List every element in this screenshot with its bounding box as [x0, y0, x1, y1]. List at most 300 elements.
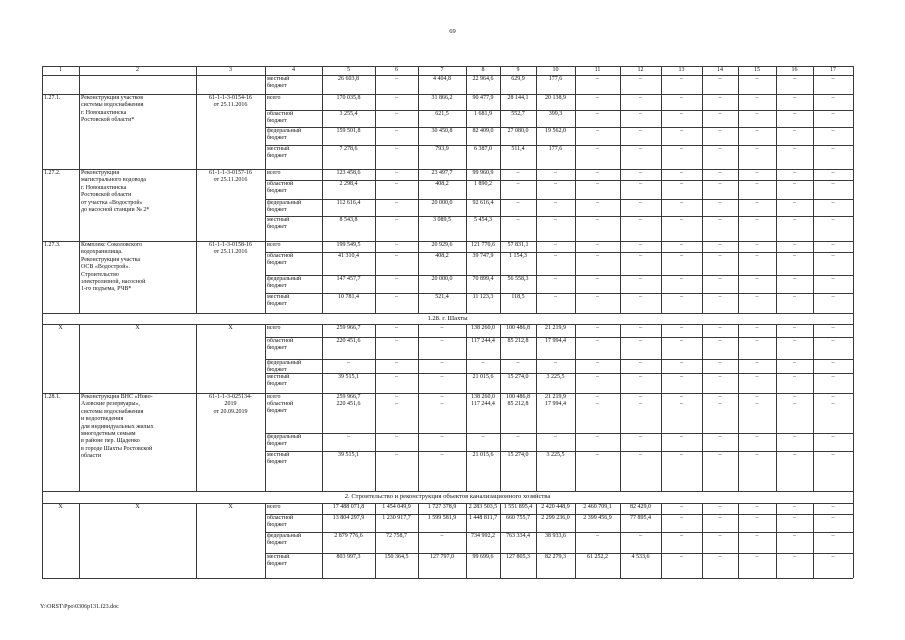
- amount-cell: –: [680, 553, 683, 560]
- amount-cell: –: [596, 324, 599, 331]
- column-rule: [322, 393, 323, 491]
- amount-cell: 21 219,9 17 994,4: [545, 393, 566, 407]
- amount-cell: 763 334,4: [506, 532, 530, 539]
- amount-cell: –: [831, 503, 835, 510]
- amount-cell: 17 488 071,8: [332, 503, 365, 510]
- amount-cell: –: [639, 94, 642, 101]
- amount-cell: 27 080,0: [507, 127, 529, 134]
- amount-cell: –: [680, 503, 683, 510]
- column-rule: [79, 241, 80, 313]
- funding-source: местный бюджет: [267, 451, 290, 465]
- amount-cell: –: [755, 359, 759, 366]
- amount-cell: 15 274,0: [507, 451, 529, 458]
- amount-cell: –: [831, 324, 835, 331]
- column-rule: [738, 75, 739, 94]
- amount-cell: –: [718, 241, 722, 248]
- amount-cell: 20 138,9: [545, 94, 566, 101]
- amount-cell: –: [793, 241, 796, 248]
- amount-cell: 90 477,9: [472, 94, 494, 101]
- amount-cell: 1 230 917,7: [382, 514, 411, 521]
- funding-source: всего: [267, 169, 281, 176]
- amount-cell: –: [596, 373, 599, 380]
- amount-cell: 147 457,7: [336, 275, 361, 282]
- amount-cell: –: [718, 94, 722, 101]
- amount-cell: –: [831, 275, 835, 282]
- column-rule: [375, 393, 376, 491]
- funding-source: федеральный бюджет: [267, 433, 302, 447]
- amount-cell: –: [680, 241, 683, 248]
- amount-cell: –: [718, 199, 722, 206]
- amount-cell: 259 966,7 220 451,6: [336, 393, 361, 407]
- amount-cell: –: [440, 451, 444, 458]
- column-rule: [500, 66, 501, 75]
- item-number: 1.27.2.: [44, 170, 61, 176]
- amount-cell: –: [831, 216, 835, 223]
- column-rule: [853, 66, 854, 75]
- amount-cell: 112 616,4: [336, 199, 361, 206]
- amount-cell: –: [680, 180, 683, 187]
- funding-source: областной бюджет: [267, 337, 294, 351]
- amount-cell: 2 420 448,9: [541, 503, 570, 510]
- amount-cell: –: [680, 275, 683, 282]
- column-header: 4: [292, 67, 295, 73]
- amount-cell: 3 089,5: [433, 216, 451, 223]
- amount-cell: –: [718, 451, 722, 458]
- object-name: Х: [135, 325, 140, 331]
- amount-cell: –: [831, 241, 835, 248]
- amount-cell: –: [395, 180, 398, 187]
- column-rule: [853, 75, 854, 94]
- amount-cell: –: [596, 145, 599, 152]
- amount-cell: –: [395, 451, 398, 458]
- column-rule: [853, 94, 854, 169]
- amount-cell: –: [639, 75, 642, 82]
- amount-cell: –: [680, 293, 683, 300]
- amount-cell: –: [554, 216, 557, 223]
- amount-cell: –: [395, 275, 398, 282]
- amount-cell: –: [718, 275, 722, 282]
- funding-source: местный бюджет: [267, 75, 290, 89]
- amount-cell: –: [395, 293, 398, 300]
- column-rule: [620, 66, 621, 75]
- column-rule: [322, 66, 323, 75]
- amount-cell: 8 543,8: [339, 216, 358, 223]
- amount-cell: 150 364,5: [384, 553, 409, 560]
- amount-cell: 117 244,4: [471, 337, 495, 344]
- column-header: 5: [347, 67, 350, 73]
- funding-source: всего: [267, 241, 281, 248]
- amount-cell: –: [680, 199, 683, 206]
- amount-cell: –: [680, 373, 683, 380]
- amount-cell: – –: [718, 393, 722, 407]
- amount-cell: –: [831, 127, 835, 134]
- amount-cell: 629,9: [511, 75, 525, 82]
- column-rule: [738, 393, 739, 491]
- amount-cell: –: [718, 110, 722, 117]
- amount-cell: 118,5: [511, 293, 525, 300]
- amount-cell: –: [596, 293, 599, 300]
- item-number: 1.28.1.: [44, 394, 61, 400]
- amount-cell: –: [639, 252, 642, 259]
- amount-cell: 3 225,5: [546, 451, 565, 458]
- column-rule: [196, 393, 197, 491]
- amount-cell: –: [440, 373, 444, 380]
- amount-cell: 259 966,7: [336, 324, 361, 331]
- amount-cell: –: [718, 337, 722, 344]
- amount-cell: –: [347, 359, 350, 366]
- amount-cell: –: [755, 293, 759, 300]
- amount-cell: –: [831, 359, 835, 366]
- item-number: 1.27.1.: [44, 95, 61, 101]
- amount-cell: 177,6: [548, 75, 563, 82]
- amount-cell: –: [347, 433, 350, 440]
- item-number: 1.27.3.: [44, 242, 61, 248]
- amount-cell: –: [755, 373, 759, 380]
- amount-cell: 521,4: [435, 293, 449, 300]
- column-rule: [196, 169, 197, 241]
- column-rule: [322, 75, 323, 94]
- amount-cell: 38 933,6: [545, 532, 566, 539]
- column-rule: [418, 66, 419, 75]
- column-rule: [575, 66, 576, 75]
- column-rule: [322, 94, 323, 169]
- amount-cell: –: [755, 241, 759, 248]
- column-header: 10: [552, 67, 559, 73]
- column-rule: [500, 393, 501, 491]
- amount-cell: –: [793, 337, 796, 344]
- amount-cell: 70 899,4: [472, 275, 494, 282]
- amount-cell: –: [516, 433, 520, 440]
- item-number: Х: [58, 325, 63, 331]
- amount-cell: 41 310,4: [338, 252, 359, 259]
- amount-cell: –: [793, 199, 796, 206]
- amount-cell: –: [516, 359, 520, 366]
- amount-cell: –: [718, 373, 722, 380]
- column-rule: [42, 66, 43, 75]
- amount-cell: –: [554, 359, 557, 366]
- amount-cell: 100 486,8 85 212,8: [506, 393, 530, 407]
- column-rule: [466, 66, 467, 75]
- column-header: 16: [791, 67, 798, 73]
- document-ref: Х: [228, 325, 233, 331]
- funding-source: местный бюджет: [267, 373, 290, 387]
- row-rule: [42, 491, 853, 492]
- column-rule: [813, 66, 814, 75]
- amount-cell: –: [793, 532, 796, 539]
- amount-cell: –: [831, 293, 835, 300]
- column-rule: [418, 75, 419, 94]
- amount-cell: –: [639, 145, 642, 152]
- amount-cell: 2 879 776,6: [334, 532, 363, 539]
- amount-cell: –: [440, 532, 444, 539]
- amount-cell: –: [755, 433, 759, 440]
- column-rule: [853, 169, 854, 241]
- column-rule: [853, 503, 854, 578]
- column-rule: [42, 75, 43, 94]
- amount-cell: –: [718, 553, 722, 560]
- column-rule: [79, 94, 80, 169]
- amount-cell: –: [596, 110, 599, 117]
- amount-cell: –: [793, 433, 796, 440]
- amount-cell: 121 770,6: [471, 241, 495, 248]
- amount-cell: – –: [395, 393, 398, 407]
- document-ref: 61-1-1-3-0157-16 от 25.11.2016: [209, 170, 252, 184]
- amount-cell: –: [395, 337, 398, 344]
- amount-cell: –: [793, 553, 796, 560]
- column-rule: [42, 169, 43, 241]
- column-rule: [500, 75, 501, 94]
- column-rule: [813, 94, 814, 169]
- column-rule: [42, 393, 43, 491]
- column-rule: [738, 66, 739, 75]
- amount-cell: –: [755, 216, 759, 223]
- amount-cell: –: [395, 169, 398, 176]
- amount-cell: –: [639, 241, 642, 248]
- amount-cell: – –: [680, 393, 683, 407]
- amount-cell: –: [755, 127, 759, 134]
- amount-cell: –: [440, 433, 444, 440]
- funding-source: всего: [267, 94, 281, 101]
- column-rule: [702, 94, 703, 169]
- column-rule: [575, 94, 576, 169]
- column-header: 1: [59, 67, 62, 73]
- amount-cell: 177,6: [548, 145, 563, 152]
- column-rule: [853, 393, 854, 491]
- amount-cell: –: [718, 503, 722, 510]
- amount-cell: –: [718, 216, 722, 223]
- amount-cell: 72 758,7: [386, 532, 407, 539]
- funding-source: федеральный бюджет: [267, 359, 302, 373]
- column-rule: [853, 324, 854, 393]
- amount-cell: –: [755, 252, 759, 259]
- column-rule: [466, 393, 467, 491]
- amount-cell: 5 454,3: [474, 216, 492, 223]
- amount-cell: 660 755,7: [506, 514, 530, 521]
- amount-cell: 2 283 503,5: [468, 503, 498, 510]
- amount-cell: –: [831, 252, 835, 259]
- column-rule: [776, 393, 777, 491]
- amount-cell: 85 212,8: [507, 337, 529, 344]
- amount-cell: 61 252,2: [587, 553, 608, 560]
- amount-cell: –: [718, 169, 722, 176]
- amount-cell: 138 260,0: [471, 324, 495, 331]
- funding-source: федеральный бюджет: [267, 127, 302, 141]
- column-rule: [79, 393, 80, 491]
- amount-cell: 21 219,9: [545, 324, 566, 331]
- section-heading: 2. Строительство и реконструкция объектов канализационного хозяйства: [344, 493, 551, 500]
- amount-cell: 82 279,3: [545, 553, 566, 560]
- amount-cell: –: [680, 110, 683, 117]
- amount-cell: – –: [755, 393, 759, 407]
- amount-cell: 552,7: [511, 110, 525, 117]
- amount-cell: –: [755, 199, 759, 206]
- column-rule: [375, 75, 376, 94]
- amount-cell: 2 299 236,0: [541, 514, 570, 521]
- column-header: 11: [594, 67, 601, 73]
- amount-cell: –: [831, 433, 835, 440]
- amount-cell: –: [831, 553, 835, 560]
- column-rule: [813, 75, 814, 94]
- column-rule: [196, 324, 197, 393]
- amount-cell: –: [554, 433, 557, 440]
- column-rule: [853, 241, 854, 313]
- amount-cell: –: [440, 359, 444, 366]
- amount-cell: 199 549,5: [336, 241, 361, 248]
- amount-cell: 31 866,2: [431, 94, 453, 101]
- amount-cell: 99 699,6: [472, 553, 494, 560]
- column-rule: [536, 393, 537, 491]
- amount-cell: 1 448 811,7: [468, 514, 498, 521]
- amount-cell: –: [680, 94, 683, 101]
- column-rule: [661, 393, 662, 491]
- amount-cell: 1 681,9: [474, 110, 492, 117]
- amount-cell: 20 000,0: [431, 275, 453, 282]
- amount-cell: – –: [440, 393, 444, 407]
- amount-cell: –: [395, 127, 398, 134]
- amount-cell: 408,2: [435, 252, 449, 259]
- amount-cell: –: [755, 451, 759, 458]
- funding-source: областной бюджет: [267, 252, 294, 266]
- document-ref: 61-1-1-3-025134- 2019 от 20.09.2019: [209, 394, 252, 415]
- amount-cell: 19 562,0: [545, 127, 566, 134]
- column-header: 14: [717, 67, 723, 73]
- column-rule: [702, 75, 703, 94]
- amount-cell: –: [395, 252, 398, 259]
- column-rule: [418, 393, 419, 491]
- amount-cell: –: [755, 180, 759, 187]
- amount-cell: 100 486,8: [506, 324, 530, 331]
- amount-cell: –: [639, 180, 642, 187]
- amount-cell: 56 558,3: [507, 275, 529, 282]
- amount-cell: –: [596, 337, 599, 344]
- column-rule: [79, 169, 80, 241]
- column-rule: [79, 324, 80, 393]
- amount-cell: –: [639, 451, 642, 458]
- amount-cell: –: [831, 169, 835, 176]
- amount-cell: –: [718, 359, 722, 366]
- amount-cell: –: [831, 199, 835, 206]
- amount-cell: –: [718, 252, 722, 259]
- column-rule: [702, 393, 703, 491]
- column-header: 7: [440, 67, 444, 73]
- amount-cell: –: [718, 127, 722, 134]
- amount-cell: –: [755, 337, 759, 344]
- object-name: Реконструкция магистрального водовода г. Новошахтинска Ростовской области от участка «Водострой» до насосной станции № 2*: [81, 170, 150, 214]
- funding-source: всего: [267, 324, 281, 331]
- amount-cell: –: [596, 94, 599, 101]
- amount-cell: –: [639, 433, 642, 440]
- amount-cell: 6 387,0: [474, 145, 492, 152]
- amount-cell: –: [596, 275, 599, 282]
- amount-cell: –: [755, 75, 759, 82]
- amount-cell: –: [793, 94, 796, 101]
- amount-cell: 15 274,0: [507, 373, 529, 380]
- column-rule: [265, 94, 266, 169]
- amount-cell: –: [680, 532, 683, 539]
- amount-cell: –: [596, 75, 599, 82]
- column-rule: [265, 393, 266, 491]
- amount-cell: –: [639, 373, 642, 380]
- amount-cell: –: [395, 324, 398, 331]
- amount-cell: 1 154,3: [509, 252, 527, 259]
- column-rule: [813, 393, 814, 491]
- amount-cell: 77 895,4: [630, 514, 651, 521]
- amount-cell: –: [793, 293, 796, 300]
- amount-cell: 793,9: [435, 145, 449, 152]
- amount-cell: –: [596, 532, 599, 539]
- object-name: Х: [135, 504, 140, 510]
- amount-cell: 57 831,1: [507, 241, 529, 248]
- amount-cell: 39 515,1: [338, 451, 359, 458]
- funding-source: всего: [267, 503, 281, 510]
- document-ref: Х: [228, 504, 233, 510]
- amount-cell: –: [793, 275, 796, 282]
- amount-cell: –: [395, 216, 398, 223]
- column-rule: [466, 94, 467, 169]
- funding-source: областной бюджет: [267, 180, 294, 194]
- amount-cell: –: [596, 199, 599, 206]
- amount-cell: –: [639, 324, 642, 331]
- column-rule: [661, 75, 662, 94]
- amount-cell: –: [440, 337, 444, 344]
- amount-cell: –: [680, 324, 683, 331]
- funding-source: областной бюджет: [267, 110, 294, 124]
- amount-cell: –: [680, 451, 683, 458]
- column-rule: [265, 66, 266, 75]
- amount-cell: –: [680, 145, 683, 152]
- amount-cell: –: [639, 199, 642, 206]
- amount-cell: –: [793, 127, 796, 134]
- amount-cell: 21 015,6: [472, 373, 494, 380]
- amount-cell: 20 929,6: [431, 241, 453, 248]
- amount-cell: –: [755, 514, 759, 521]
- section-heading: 1.28. г. Шахты: [427, 315, 468, 322]
- amount-cell: 1 727 378,9: [427, 503, 457, 510]
- amount-cell: 170 035,8: [336, 94, 361, 101]
- column-rule: [42, 503, 43, 578]
- column-rule: [79, 503, 80, 578]
- amount-cell: –: [596, 252, 599, 259]
- amount-cell: 621,5: [435, 110, 449, 117]
- amount-cell: –: [755, 503, 759, 510]
- column-rule: [853, 491, 854, 503]
- column-rule: [776, 66, 777, 75]
- amount-cell: 138 260,0 117 244,4: [471, 393, 495, 407]
- amount-cell: –: [718, 514, 722, 521]
- amount-cell: 11 123,3: [472, 293, 494, 300]
- funding-source: федеральный бюджет: [267, 275, 302, 289]
- amount-cell: 127 805,3: [506, 553, 530, 560]
- amount-cell: –: [516, 216, 520, 223]
- amount-cell: –: [755, 169, 759, 176]
- column-rule: [575, 75, 576, 94]
- amount-cell: –: [718, 75, 722, 82]
- amount-cell: 408,2: [435, 180, 449, 187]
- amount-cell: –: [755, 324, 759, 331]
- amount-cell: –: [680, 433, 683, 440]
- funding-source: местный бюджет: [267, 145, 290, 159]
- amount-cell: –: [440, 324, 444, 331]
- amount-cell: 3 255,4: [339, 110, 358, 117]
- column-header: 12: [637, 67, 644, 73]
- amount-cell: 21 015,6: [472, 451, 494, 458]
- column-rule: [418, 94, 419, 169]
- amount-cell: –: [680, 216, 683, 223]
- amount-cell: –: [680, 359, 683, 366]
- amount-cell: –: [755, 553, 759, 560]
- amount-cell: –: [639, 532, 642, 539]
- amount-cell: – –: [831, 393, 835, 407]
